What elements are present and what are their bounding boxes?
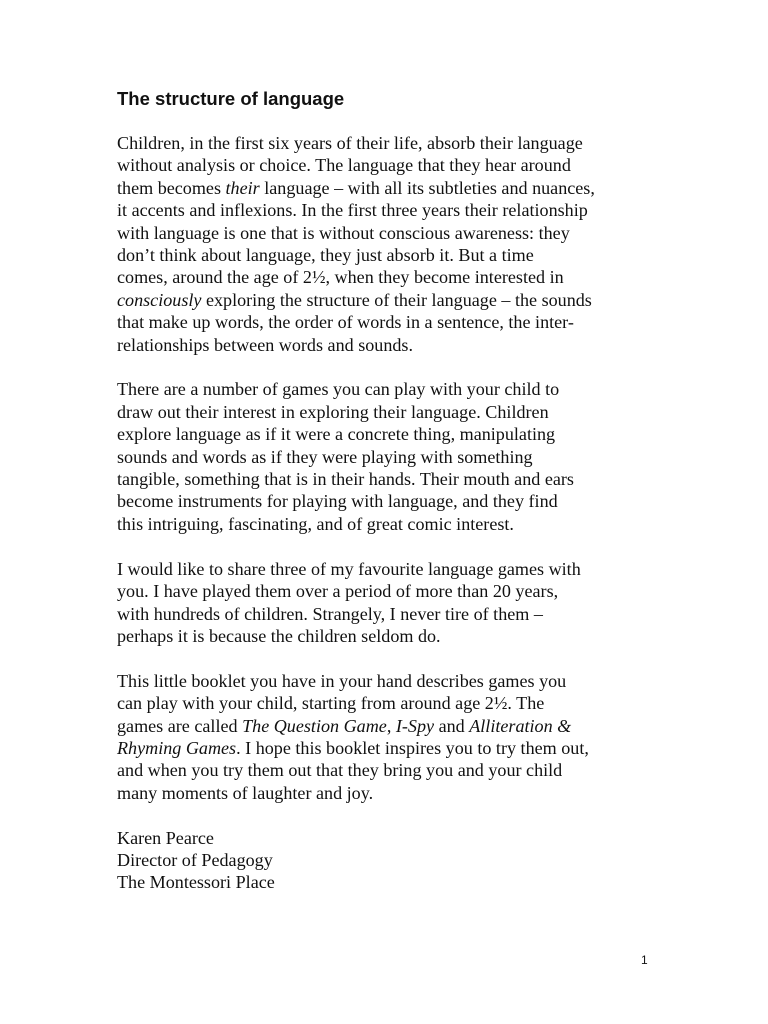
emphasis-rhyming-games: Rhyming Games [117, 737, 237, 758]
text-line: this intriguing, fascinating, and of great comic interest. [117, 513, 514, 534]
text-fragment: games are called [117, 715, 243, 736]
signature-block [117, 827, 662, 894]
body-text [117, 132, 662, 894]
text-line: Children, in the first six years of their life, absorb their language [117, 133, 583, 153]
text-line: explore language as if it were a concrete thing, manipulating [117, 424, 556, 445]
text-fragment: and [434, 715, 470, 736]
text-line [117, 715, 662, 737]
text-line: with language is one that is without conscious awareness: they [117, 222, 570, 243]
emphasis-alliteration: Alliteration & [469, 715, 572, 736]
author-name: Karen Pearce [117, 827, 214, 848]
text-line: become instruments for playing with language, and they find [117, 491, 558, 512]
author-organization: The Montessori Place [117, 872, 275, 893]
text-line [117, 177, 662, 199]
text-line: you. I have played them over a period of more than 20 years, [117, 581, 559, 602]
author-role: Director of Pedagogy [117, 849, 273, 870]
text-line [117, 737, 662, 759]
emphasis-their: their [225, 177, 260, 198]
text-line: it accents and inflexions. In the first three years their relationship [117, 200, 588, 221]
text-line: that make up words, the order of words in a sentence, the inter- [117, 312, 574, 333]
text-line: can play with your child, starting from around age 2½. The [117, 693, 545, 714]
text-line: perhaps it is because the children seldom do. [117, 625, 441, 646]
emphasis-question-game: The Question Game [242, 715, 387, 736]
text-fragment: language – with all its subtleties and nuances, [259, 177, 595, 198]
page-title: The structure of language [117, 88, 345, 109]
text-fragment: them becomes [117, 177, 226, 198]
text-line: tangible, something that is in their hands. Their mouth and ears [117, 469, 574, 490]
text-line: without analysis or choice. The language that they hear around [117, 155, 571, 176]
emphasis-consciously: consciously [117, 289, 202, 310]
paragraph-favourites [117, 558, 662, 648]
text-line: with hundreds of children. Strangely, I never tire of them – [117, 603, 543, 624]
text-fragment: . I hope this booklet inspires you to try them out, [236, 737, 589, 758]
text-line: don’t think about language, they just absorb it. But a time [117, 245, 534, 266]
paragraph-intro [117, 132, 662, 356]
emphasis-i-spy: I-Spy [395, 715, 435, 736]
paragraph-games [117, 378, 662, 535]
page-number: 1 [641, 953, 648, 967]
text-fragment: exploring the structure of their language – the sounds [201, 289, 592, 310]
text-line: comes, around the age of 2½, when they become interested in [117, 267, 564, 288]
text-line: This little booklet you have in your hand describes games you [117, 670, 567, 691]
text-fragment: , [386, 715, 396, 736]
text-line [117, 289, 662, 311]
text-line: relationships between words and sounds. [117, 334, 413, 355]
text-line: and when you try them out that they bring you and your child [117, 760, 563, 781]
text-line: sounds and words as if they were playing with something [117, 446, 533, 467]
paragraph-booklet [117, 670, 662, 804]
text-line: I would like to share three of my favourite language games with [117, 558, 581, 579]
text-line: draw out their interest in exploring their language. Children [117, 401, 549, 422]
text-line: There are a number of games you can play with your child to [117, 379, 560, 400]
text-line: many moments of laughter and joy. [117, 782, 374, 803]
